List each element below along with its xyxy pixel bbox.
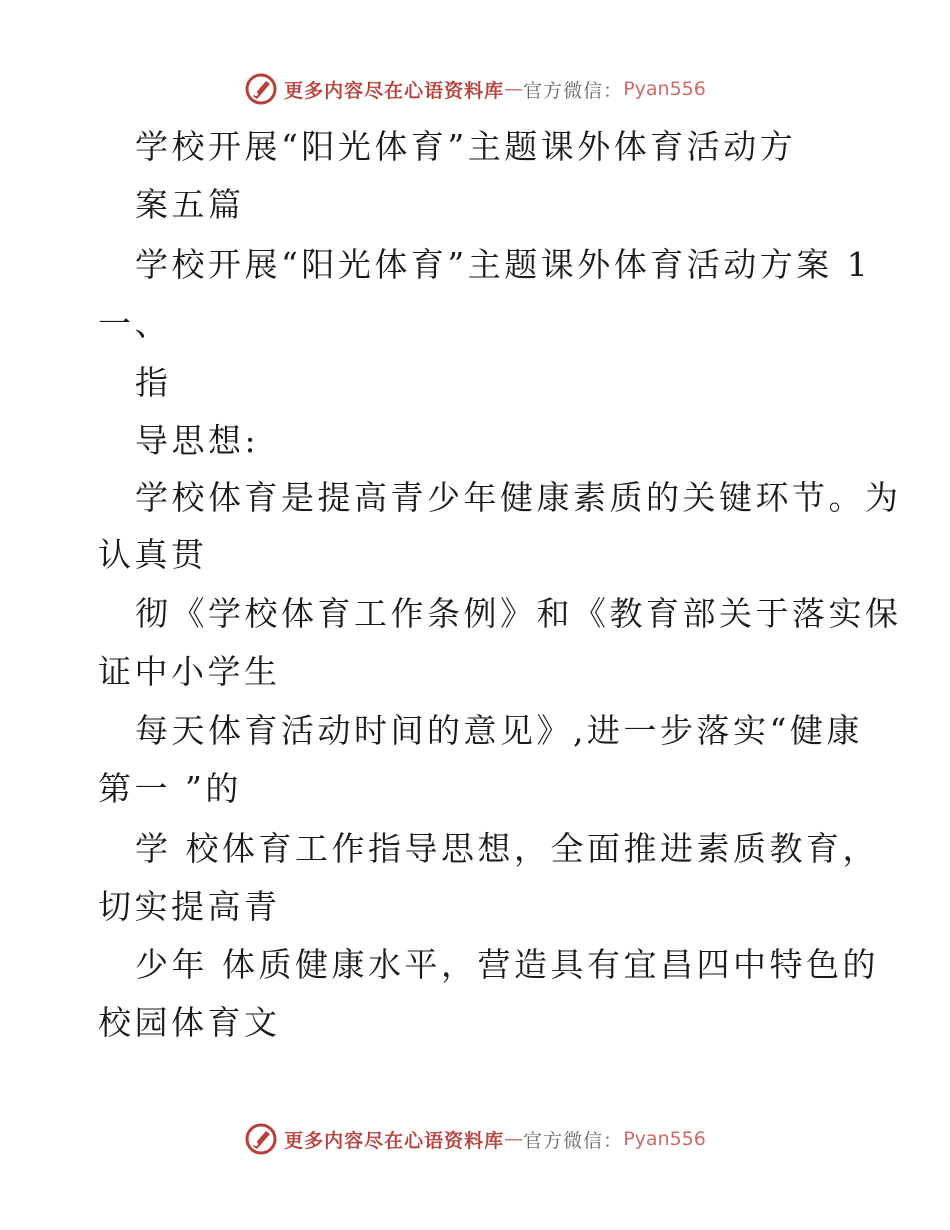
text-line: 案五篇 (135, 185, 245, 224)
text-line: 学校开展“阳光体育”主题课外体育活动方 (135, 127, 797, 166)
text-line: 学 校体育工作指导思想，全面推进素质教育， (135, 829, 879, 868)
text-line: 证中小学生 (98, 652, 281, 691)
text-line: 校园体育文 (98, 1003, 281, 1042)
watermark-footer (0, 1122, 950, 1156)
watermark-dash: — (504, 78, 524, 100)
text-line: 一、 (98, 304, 171, 343)
text-line: 认真贯 (98, 535, 208, 574)
text-line: 导思想: (135, 421, 260, 460)
pen-logo-icon (244, 72, 278, 106)
watermark-wechat-id: Pyan556 (623, 78, 706, 100)
watermark-wechat-id: Pyan556 (623, 1128, 706, 1150)
text-line: 切实提高青 (98, 887, 281, 926)
text-line: 指 (135, 363, 172, 402)
text-line: 学校体育是提高青少年健康素质的关键环节。为 (135, 478, 902, 517)
watermark-header (0, 72, 950, 106)
text-line: 彻《学校体育工作条例》和《教育部关于落实保 (135, 594, 902, 633)
watermark-wechat-label: 官方微信： (523, 79, 624, 102)
watermark-red-text: 更多内容尽在心语资料库 (284, 1129, 505, 1152)
text-line: 每天体育活动时间的意见》,进一步落实“健康 (135, 711, 863, 750)
text-line: 学校开展“阳光体育”主题课外体育活动方案 1 (135, 245, 872, 284)
text-line: 第一 ”的 (98, 769, 242, 808)
text-line: 少年 体质健康水平，营造具有宜昌四中特色的 (135, 945, 879, 984)
pen-logo-icon (244, 1122, 278, 1156)
watermark-dash: — (504, 1128, 524, 1150)
watermark-red-text: 更多内容尽在心语资料库 (284, 79, 505, 102)
watermark-wechat-label: 官方微信： (523, 1129, 624, 1152)
